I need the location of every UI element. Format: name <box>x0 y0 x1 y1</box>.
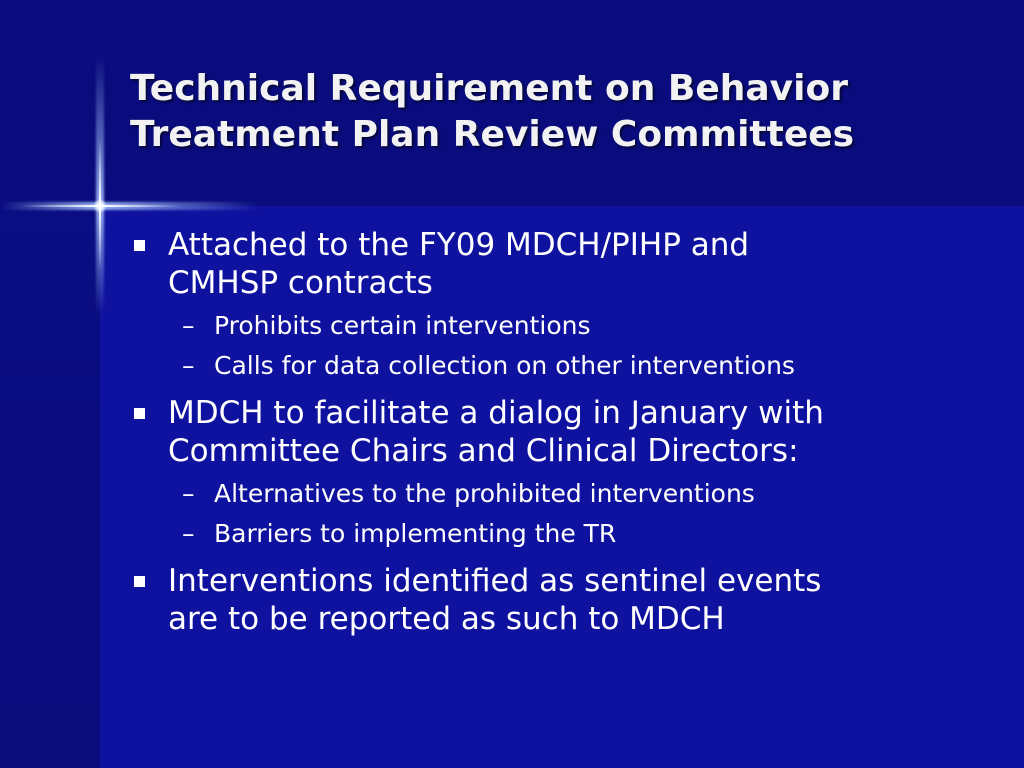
bullet-item-3 <box>130 562 990 638</box>
sub-bullet-text: Calls for data collection on other interventions <box>214 351 795 380</box>
slide-title <box>130 66 990 158</box>
bullet-text-line: CMHSP contracts <box>168 265 433 301</box>
sub-bullet-item <box>168 474 990 514</box>
dash-bullet-icon: – <box>182 351 195 380</box>
star-sparkle-icon <box>93 199 107 213</box>
sub-bullet-item <box>168 306 990 346</box>
sub-bullet-list <box>168 474 990 554</box>
bullet-text <box>168 394 990 470</box>
slide-title-line-1: Technical Requirement on Behavior <box>130 68 848 109</box>
sub-bullet-list <box>168 306 990 386</box>
dash-bullet-icon: – <box>182 519 195 548</box>
slide-title-line-2: Treatment Plan Review Committees <box>130 114 855 155</box>
bullet-list <box>130 226 990 644</box>
square-bullet-icon <box>134 240 145 251</box>
square-bullet-icon <box>134 408 145 419</box>
bullet-text-line: Committee Chairs and Clinical Directors: <box>168 433 799 469</box>
bullet-item-2 <box>130 394 990 554</box>
sub-bullet-item <box>168 514 990 554</box>
square-bullet-icon <box>134 576 145 587</box>
bullet-item-1 <box>130 226 990 386</box>
bullet-text <box>168 226 990 302</box>
bullet-text <box>168 562 990 638</box>
bullet-text-line: Attached to the FY09 MDCH/PIHP and <box>168 227 750 263</box>
sub-bullet-text: Prohibits certain interventions <box>214 311 591 340</box>
bullet-text-line: are to be reported as such to MDCH <box>168 601 725 637</box>
sub-bullet-text: Alternatives to the prohibited interventions <box>214 479 755 508</box>
sub-bullet-text: Barriers to implementing the TR <box>214 519 617 548</box>
dash-bullet-icon: – <box>182 311 195 340</box>
sub-bullet-item <box>168 346 990 386</box>
dash-bullet-icon: – <box>182 479 195 508</box>
bullet-text-line: MDCH to facilitate a dialog in January with <box>168 395 824 431</box>
bullet-text-line: Interventions identified as sentinel events <box>168 563 822 599</box>
